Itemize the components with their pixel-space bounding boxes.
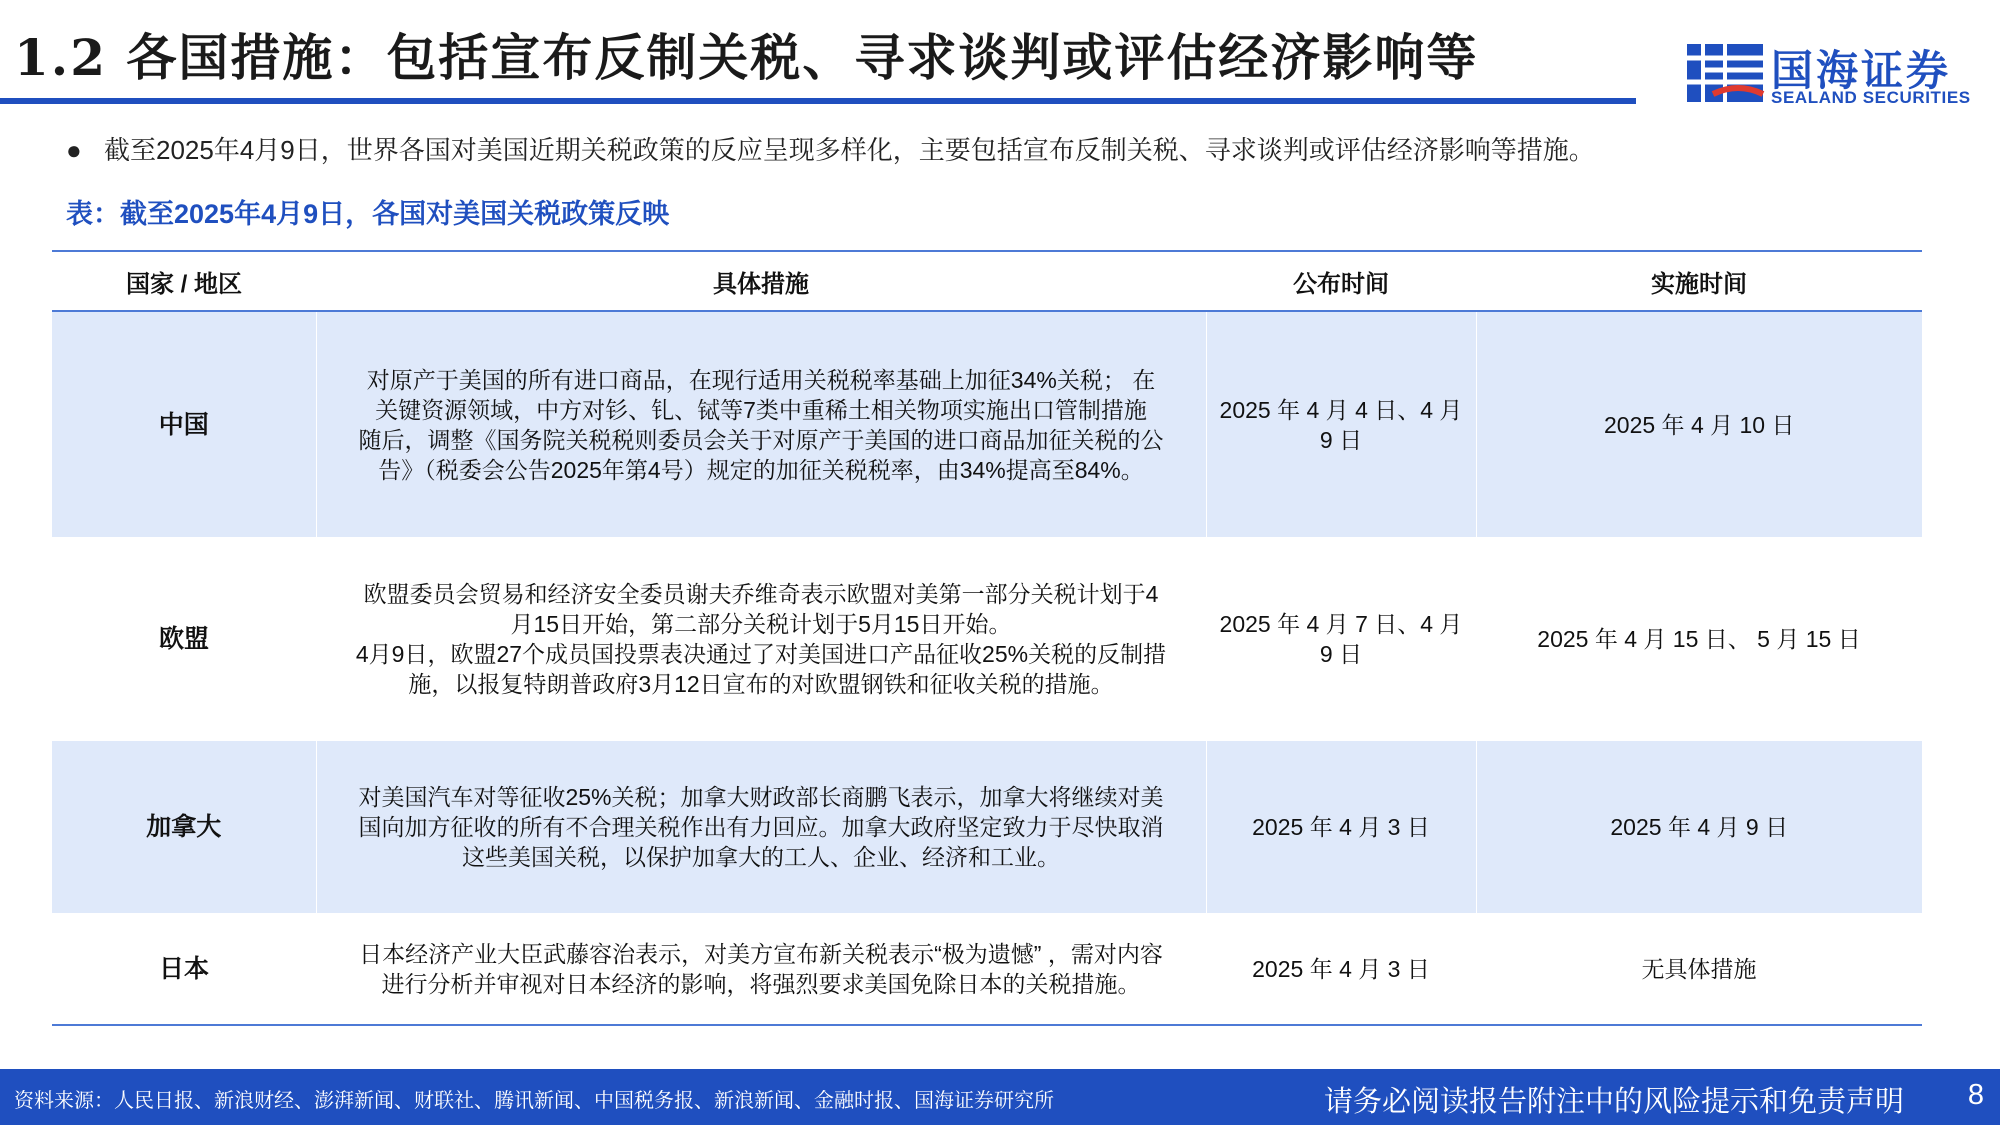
header-effective: 实施时间 bbox=[1476, 251, 1922, 311]
cell-country: 欧盟 bbox=[158, 625, 209, 653]
policy-response-table bbox=[52, 250, 1922, 1026]
company-logo bbox=[1683, 36, 1971, 110]
header-country: 国家 / 地区 bbox=[52, 251, 316, 311]
table-row bbox=[52, 537, 1922, 741]
cell-country: 日本 bbox=[52, 913, 316, 1025]
cell-measures bbox=[316, 311, 1206, 537]
cell-country: 中国 bbox=[52, 311, 316, 537]
measure-line: 对美国汽车对等征收25%关税；加拿大财政部长商鹏飞表示，加拿大将继续对美 bbox=[358, 784, 1164, 810]
cell-measures bbox=[316, 537, 1206, 741]
table-header-row bbox=[52, 251, 1922, 311]
measure-line: 欧盟委员会贸易和经济安全委员谢夫乔维奇表示欧盟对美第一部分关税计划于4 bbox=[363, 581, 1159, 607]
announced-line: 2025 年 4 月 3 日 bbox=[1252, 955, 1430, 982]
cell-announced bbox=[1206, 311, 1476, 537]
logo-chinese-name: 国海证券 bbox=[1771, 47, 1952, 94]
effective-line: 2025 年 4 月 15 日、 5 月 15 日 bbox=[1537, 626, 1861, 652]
announced-line: 9 日 bbox=[1319, 426, 1363, 453]
summary-bullet bbox=[66, 130, 1595, 167]
header-measures: 具体措施 bbox=[316, 251, 1206, 311]
cell-effective bbox=[1476, 537, 1922, 741]
table-row bbox=[52, 913, 1922, 1025]
bullet-dot-icon: ● bbox=[66, 135, 82, 165]
measure-line: 告》（税委会公告2025年第4号）规定的加征关税税率，由34%提高至84%。 bbox=[378, 456, 1144, 483]
cell-measures bbox=[316, 913, 1206, 1025]
effective-line: 无具体措施 bbox=[1641, 955, 1757, 982]
cell-effective bbox=[1476, 311, 1922, 537]
announced-line: 2025 年 4 月 4 日、4 月 bbox=[1219, 396, 1463, 423]
measure-line: 对原产于美国的所有进口商品，在现行适用关税税率基础上加征34%关税； 在 bbox=[366, 366, 1156, 393]
cell-effective bbox=[1476, 741, 1922, 913]
measure-line: 施，以报复特朗普政府3月12日宣布的对欧盟钢铁和征收关税的措施。 bbox=[408, 671, 1114, 697]
measure-line: 国向加方征收的所有不合理关税作出有力回应。加拿大政府坚定致力于尽快取消 bbox=[358, 814, 1164, 840]
data-source: 资料来源：人民日报、新浪财经、澎湃新闻、财联社、腾讯新闻、中国税务报、新浪新闻、金融时报、国海证券研究所 bbox=[14, 1090, 1054, 1112]
cell-announced bbox=[1206, 537, 1476, 741]
announced-line: 2025 年 4 月 3 日 bbox=[1252, 814, 1430, 840]
effective-line: 2025 年 4 月 9 日 bbox=[1610, 814, 1789, 840]
page-title: 1.2 各国措施：包括宣布反制关税、寻求谈判或评估经济影响等 bbox=[14, 28, 1479, 87]
header-announced: 公布时间 bbox=[1206, 251, 1476, 311]
measure-line: 进行分析并审视对日本经济的影响，将强烈要求美国免除日本的关税措施。 bbox=[381, 970, 1141, 997]
table-row bbox=[52, 311, 1922, 537]
cell-announced bbox=[1206, 741, 1476, 913]
disclaimer-note: 请务必阅读报告附注中的风险提示和免责声明 bbox=[1323, 1086, 1904, 1118]
logo-english-name: SEALAND SECURITIES bbox=[1771, 88, 1971, 107]
measure-line: 随后，调整《国务院关税税则委员会关于对原产于美国的进口商品加征关税的公 bbox=[358, 426, 1164, 453]
cell-measures bbox=[316, 741, 1206, 913]
page-number: 8 bbox=[1967, 1079, 1984, 1111]
summary-text: 截至2025年4月9日，世界各国对美国近期关税政策的反应呈现多样化，主要包括宣布反制关税、寻求谈判或评估经济影响等措施。 bbox=[104, 135, 1595, 165]
announced-line: 2025 年 4 月 7 日、4 月 bbox=[1219, 611, 1463, 637]
cell-effective bbox=[1476, 913, 1922, 1025]
measure-line: 这些美国关税，以保护加拿大的工人、企业、经济和工业。 bbox=[462, 844, 1060, 870]
measure-line: 4月9日，欧盟27个成员国投票表决通过了对美国进口产品征收25%关税的反制措 bbox=[355, 641, 1167, 667]
measure-line: 月15日开始，第二部分关税计划于5月15日开始。 bbox=[510, 611, 1012, 637]
measure-line: 日本经济产业大臣武藤容治表示，对美方宣布新关税表示“极为遗憾” ，需对内容 bbox=[359, 940, 1163, 967]
footer-bar bbox=[0, 1069, 2000, 1125]
measure-line: 关键资源领域，中方对钐、钆、铽等7类中重稀土相关物项实施出口管制措施 bbox=[375, 396, 1147, 423]
cell-country: 加拿大 bbox=[52, 741, 316, 913]
cell-announced bbox=[1206, 913, 1476, 1025]
announced-line: 9 日 bbox=[1319, 641, 1363, 667]
title-divider bbox=[0, 98, 1636, 104]
table-caption: 表：截至2025年4月9日，各国对美国关税政策反映 bbox=[66, 199, 670, 229]
sealand-logo-icon bbox=[1683, 38, 1767, 108]
table-row bbox=[52, 741, 1922, 913]
effective-line: 2025 年 4 月 10 日 bbox=[1604, 411, 1795, 438]
